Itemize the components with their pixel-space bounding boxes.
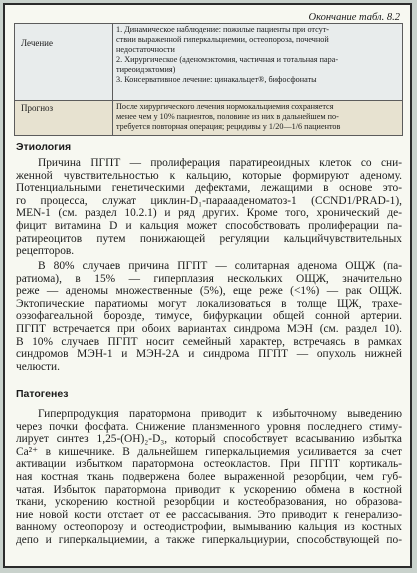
section-heading-pathogenesis: Патогенез [16,388,69,400]
text-line: через почки фосфата. Снижение планзменного уровня последнего стиму- [16,420,402,433]
etiology-paragraph-1 [16,157,402,258]
clinical-table [14,23,403,136]
text-line: ная костная ткань подвержена более выраженной резорбции, чем губ- [16,470,402,483]
text-line: синдромов МЭН-1 и МЭН-2А и синдрома ПГПТ — опухоль нижней [16,348,402,361]
pathogenesis-paragraph-1 [16,408,402,547]
table-continuation-caption: Окончание табл. 8.2 [308,12,400,23]
table-line: требуется повторная операция; рецидивы у 1/20—1/6 пациентов [116,122,341,131]
text-line: активации избытком паратормона остеокластов. При ПГПТ кортикаль- [16,458,402,471]
text-line: Потенциальными генетическими дефектами, лежащими в основе это- [16,182,402,195]
table-line: 2. Хирургическое (аденомэктомия, частичная и тотальная пара- [116,55,339,64]
etiology-paragraph-2 [16,260,402,373]
table-line: ствии выраженной гиперкальциемии, остеопороза, почечной [116,35,329,44]
table-line: недостаточности [116,45,175,54]
text-line: челюсти. [16,360,60,373]
table-line: 3. Консервативное лечение: цинакальцет®, бифосфонаты [116,75,317,84]
text-line: ние новой кости отстает от ее рассасывания. Это приводит к генерализо- [16,508,402,521]
table-line: тиреоидэктомия) [116,65,176,74]
text-line: ванному остеопорозу и остеодистрофии, вымыванию кальция из костных [16,521,402,534]
text-line: Причина ПГПТ — пролиферация паратиреоидных клеток со сни- [38,157,402,169]
text-line: рецепторов. [16,245,75,258]
table-line: После хирургического лечения нормокальциемия сохраняется [116,102,334,111]
text-line: чатая. Избыток паратормона приводит к ускорению обмена в костной [16,483,402,496]
text-line: фицит витамина D и кальция может способствовать пролиферации па- [16,219,402,232]
text-line: лирует синтез 1,25-(OH)₂-D₃, который способствует всасыванию избытка [16,433,402,446]
table-row-treatment [15,24,403,101]
text-line: ПГПТ встречается при обоих вариантах синдрома МЭН (см. раздел 10). [16,322,402,335]
text-line: Ca²⁺ в кишечнике. В дальнейшем гиперкальциемия усиливается за счет [16,445,402,458]
row-label-treatment: Лечение [15,24,113,101]
text-line: Гиперпродукция паратормона приводит к избыточному выведению [38,408,402,420]
text-line: ратиомa), в 15% — гиперплазия нескольких ОЩЖ, значительно [16,272,402,285]
text-line: ратиреоцитов путем понижающей регуляции кальцийчувствительных [16,232,402,245]
book-page [3,3,412,568]
text-line: ткани, ускорению костной резорбции и костеобразования, но образова- [16,496,402,509]
text-line: В 10% случаев ПГПТ носит семейный характер, встречаясь в рамках [16,335,402,348]
table-line: менее чем у 10% пациентов, половине из них в дальнейшем по- [116,112,339,121]
row-content-treatment [113,24,403,101]
text-line: реже — аденомы множественные (5%), еще реже (<1%) — рак ОЩЖ. [16,285,402,298]
table-row-prognosis [15,101,403,136]
text-line: женной чувствительностью к кальцию, которые формируют аденому. [16,169,402,182]
row-content-prognosis [113,101,403,136]
section-heading-etiology: Этиология [16,141,72,153]
text-line: В 80% случаев причина ПГПТ — солитарная аденома ОЩЖ (па- [38,260,402,272]
text-line: оэзофагеальной борозде, тимусе, бифуркации общей сонной артерии. [16,310,402,323]
text-line: го процесса, служат циклин-D₁-параааденоматоз-1 (CCND1/PRAD-1), [16,194,402,207]
text-line: MEN-1 (см. раздел 10.2.1) и ряд других. Кроме того, хронический де- [16,207,402,220]
table-line: 1. Динамическое наблюдение: пожилые пациенты при отсут- [116,25,330,34]
row-label-prognosis: Прогноз [15,101,113,136]
text-line: Эктопические паратиомы могут локализоваться в толще ЩЖ, трахе- [16,297,402,310]
text-line: депо и гиперкальциемии, а также гиперкальциурии, способствующей по- [16,533,402,546]
